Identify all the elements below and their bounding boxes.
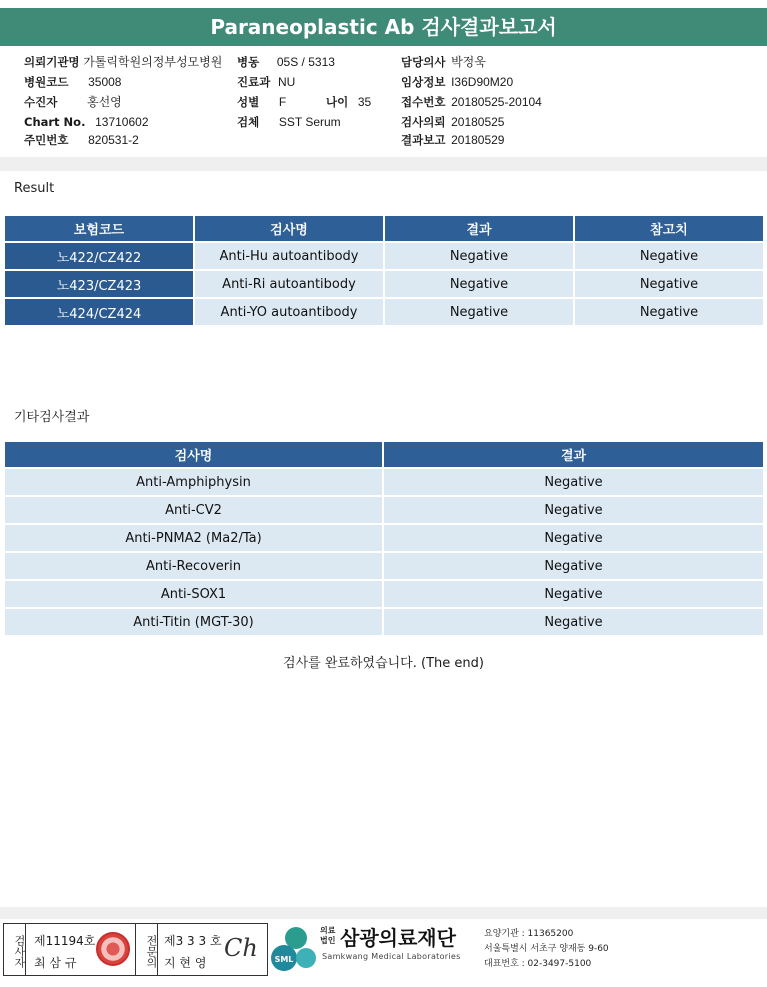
sex-label: 성별 [237, 95, 260, 109]
recipient-row [24, 94, 122, 111]
end-message: 검사를 완료하였습니다. (The end) [283, 656, 484, 671]
hospital-code-row [24, 74, 121, 91]
chart-value: 13710602 [95, 115, 149, 129]
specimen-label: 검체 [237, 115, 260, 129]
department-value: NU [277, 75, 296, 89]
table-row [5, 581, 763, 607]
test-name-cell: Anti-YO autoantibody [195, 299, 383, 325]
signature-icon: Ch [224, 934, 258, 962]
insurance-code-cell: 노424/CZ424 [5, 299, 193, 325]
test-name-cell: Anti-Titin (MGT-30) [5, 609, 382, 635]
specialist-label: 전문의 [136, 924, 158, 975]
org-english-name: Samkwang Medical Laboratories [322, 952, 461, 961]
other-tests-table [3, 440, 765, 637]
reception-row [401, 94, 542, 111]
result-cell: Negative [385, 271, 573, 297]
clinical-value: I36D90M20 [451, 75, 514, 89]
doctor-value: 박정욱 [451, 55, 486, 69]
test-name-cell: Anti-PNMA2 (Ma2/Ta) [5, 525, 382, 551]
specimen-row [237, 114, 341, 131]
org-phone: 대표번호 : 02-3497-5100 [484, 959, 592, 969]
sex-value: F [278, 95, 287, 109]
table-row [5, 609, 763, 635]
result-cell: Negative [384, 553, 763, 579]
resident-value: 820531-2 [88, 133, 139, 147]
header-reference: 참고치 [575, 216, 763, 241]
institution-row [24, 54, 222, 71]
recipient-value: 홍선영 [86, 95, 122, 109]
table-row [5, 243, 763, 269]
insurance-code-cell: 노423/CZ423 [5, 271, 193, 297]
institution-label: 의뢰기관명 [24, 55, 80, 69]
reference-cell: Negative [575, 243, 763, 269]
separator-band [0, 157, 767, 171]
result-cell: Negative [384, 497, 763, 523]
examiner-label: 검사자 [4, 924, 26, 975]
request-label: 검사의뢰 [401, 115, 446, 129]
reception-label: 접수번호 [401, 95, 446, 109]
test-name-cell: Anti-Amphiphysin [5, 469, 382, 495]
seal-icon [96, 932, 130, 966]
report-value: 20180529 [451, 133, 505, 147]
department-label: 진료과 [237, 75, 271, 89]
test-name-cell: Anti-CV2 [5, 497, 382, 523]
doctor-label: 담당의사 [401, 55, 446, 69]
result-cell: Negative [384, 581, 763, 607]
table-row [5, 553, 763, 579]
specialist-cell [158, 924, 267, 975]
logo-badge-text: SML [274, 955, 294, 964]
result-cell: Negative [385, 243, 573, 269]
result-header-row [5, 216, 763, 241]
table-row [5, 271, 763, 297]
footer-separator [0, 907, 767, 919]
table-row [5, 525, 763, 551]
result-cell: Negative [384, 469, 763, 495]
resident-label: 주민번호 [24, 133, 69, 147]
specialist-name: 지 현 영 [164, 956, 207, 970]
hospital-code-label: 병원코드 [24, 75, 69, 89]
header-result: 결과 [384, 442, 763, 467]
resident-row [24, 132, 139, 149]
sex-row [237, 94, 286, 111]
test-name-cell: Anti-Hu autoantibody [195, 243, 383, 269]
age-label: 나이 [326, 95, 349, 109]
clinical-row [401, 74, 513, 91]
recipient-label: 수진자 [24, 95, 58, 109]
table-row [5, 469, 763, 495]
test-name-cell: Anti-Ri autoantibody [195, 271, 383, 297]
header-result: 결과 [385, 216, 573, 241]
reference-cell: Negative [575, 299, 763, 325]
institution-value: 가톨릭학원의정부성모병원 [83, 55, 223, 69]
result-cell: Negative [384, 525, 763, 551]
header-test-name: 검사명 [195, 216, 383, 241]
table-row [5, 497, 763, 523]
org-prefix [320, 926, 335, 946]
header-insurance-code: 보험코드 [5, 216, 193, 241]
specimen-value: SST Serum [278, 115, 341, 129]
result-cell: Negative [385, 299, 573, 325]
hospital-code-value: 35008 [88, 75, 122, 89]
report-title: Paraneoplastic Ab 검사결과보고서 [0, 8, 767, 46]
result-cell: Negative [384, 609, 763, 635]
ward-value: 05S / 5313 [276, 55, 335, 69]
org-name: 삼광의료재단 [340, 926, 456, 950]
department-row [237, 74, 295, 91]
ward-row [237, 54, 335, 71]
org-prefix-bottom: 법인 [320, 936, 336, 945]
header-test-name: 검사명 [5, 442, 382, 467]
reception-value: 20180525-20104 [451, 95, 542, 109]
specialist-number: 제3 3 3 호 [164, 934, 222, 948]
result-table [3, 214, 765, 327]
chart-label: Chart No. [24, 115, 86, 129]
clinical-label: 임상정보 [401, 75, 446, 89]
ward-label: 병동 [237, 55, 260, 69]
request-row [401, 114, 504, 131]
report-row [401, 132, 504, 149]
age-value: 35 [357, 95, 372, 109]
sml-logo-icon [270, 922, 318, 974]
org-address: 서울특별시 서초구 양재동 9-60 [484, 944, 609, 954]
age-row [326, 94, 371, 111]
report-label: 결과보고 [401, 133, 446, 147]
insurance-code-cell: 노422/CZ422 [5, 243, 193, 269]
other-section-label: 기타검사결과 [14, 410, 90, 425]
chart-row [24, 114, 149, 131]
test-name-cell: Anti-Recoverin [5, 553, 382, 579]
table-row [5, 299, 763, 325]
org-code: 요양기관 : 11365200 [484, 929, 574, 939]
reference-cell: Negative [575, 271, 763, 297]
examiner-name: 최 삼 규 [34, 956, 77, 970]
test-name-cell: Anti-SOX1 [5, 581, 382, 607]
org-prefix-top: 의료 [320, 926, 336, 935]
signature-box [3, 923, 268, 976]
examiner-cell [26, 924, 136, 975]
doctor-row [401, 54, 486, 71]
examiner-number: 제11194호 [34, 934, 96, 948]
result-section-label: Result [14, 181, 55, 196]
other-header-row [5, 442, 763, 467]
request-value: 20180525 [451, 115, 505, 129]
